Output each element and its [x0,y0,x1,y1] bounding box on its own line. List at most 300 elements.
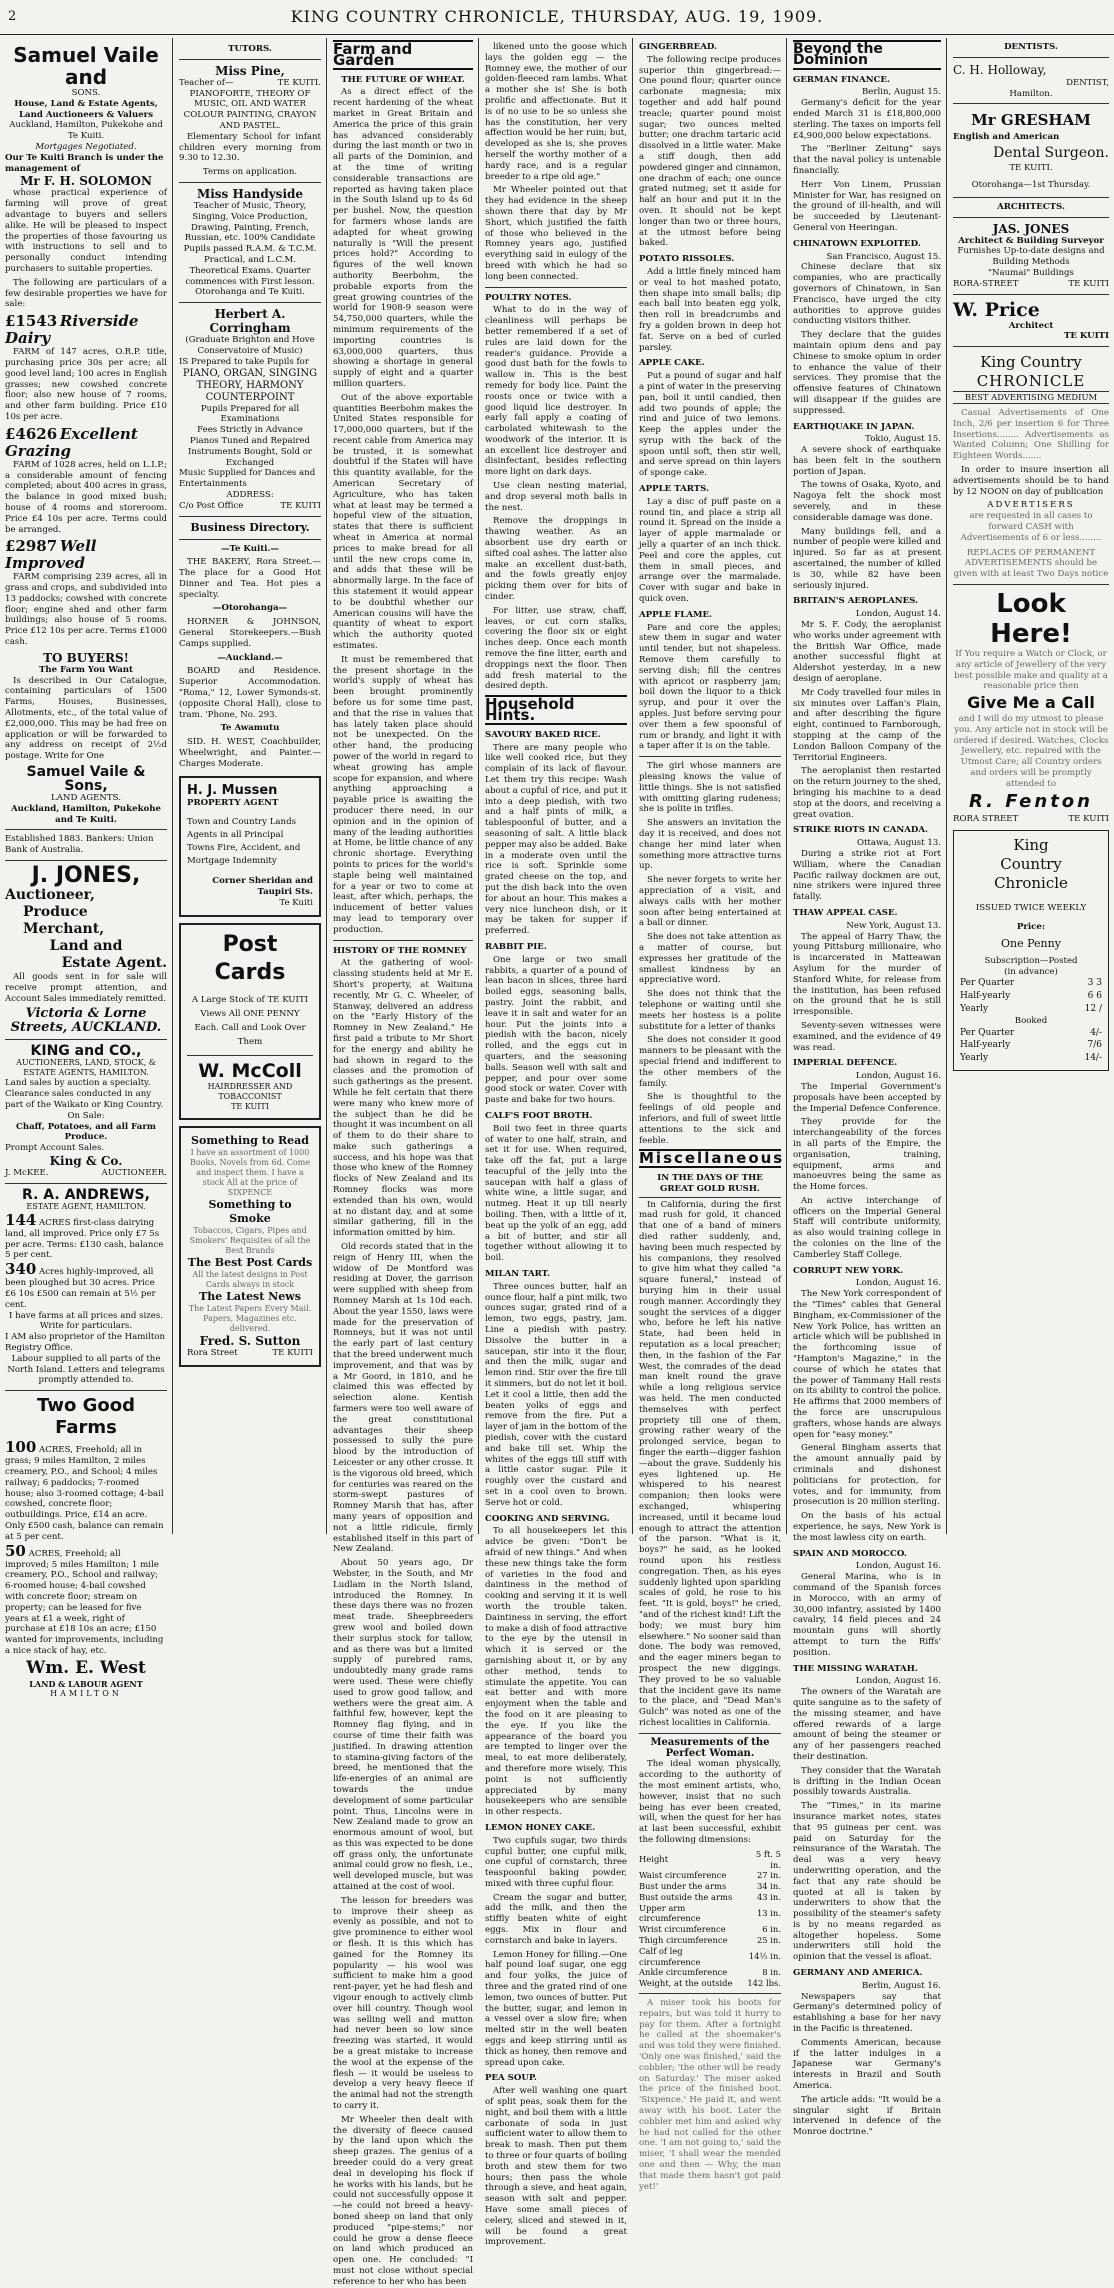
jones-line-4: Estate Agent. [61,955,167,972]
measurement-row-value: 43 in. [756,1891,781,1902]
imperial-heading: IMPERIAL DEFENCE. [793,1058,898,1069]
kc2-rates-table [959,977,1103,1015]
kc2-subscription: Subscription—Posted [984,955,1078,966]
kc2-advance: (in advance) [1004,966,1058,977]
imperial-date: London, August 16. [855,1071,941,1082]
sutton-smoke-text: Tobaccos, Cigars, Pipes and Smokers' Requisites of all the Best Brands [189,1225,311,1255]
german-finance-p1: Germany's deficit for the year ended March 31 is £18,800,000 sterling. The taxes on imports fell £4,900,000 below expectations. [793,98,941,141]
gresham-otorohanga: Otorohanga—1st Thursday. [971,179,1091,190]
architects-heading: ARCHITECTS. [997,201,1065,212]
measurement-row [639,1870,781,1881]
divider [953,294,1109,295]
earthquake-p2: The towns of Osaka, Kyoto, and Nagoya felt the shock most severely, and in these considerable damage was done. [793,480,941,523]
corrupt-p3: On the basis of his actual experience, he says, New York is the most lawless city on earth. [793,1511,941,1543]
waratah-p2: They consider that the Waratah is drifting in the Indian Ocean possibly towards Australia. [793,1765,941,1798]
divider [953,217,1109,218]
booked-rate-row-label: Half-yearly [960,1040,1011,1051]
measurement-row-label: Thigh circumference [639,1935,728,1946]
apple-cake-text: Put a pound of sugar and half a pint of water in the preserving pan, boil it until candied, then add two pounds of apple; the rind and juice of two lemons. Keep the apples under the syrup with the back of the spoon until soft, then stir well, and serve spread on thin layers of sponge cake. [639,371,781,479]
subscription-rate-row [959,977,1103,990]
fenton-name: R. Fenton [968,790,1093,812]
andrews-labour: Labour supplied to all parts of the North Island. Letters and telegrams promptly attended to. [7,1353,165,1386]
corringham-pupils: IS Prepared to take Pupils for [179,356,309,367]
column-4-household [480,38,632,2248]
price-title: Architect [1008,320,1054,331]
vaile2-title: Samuel Vaile & Sons, [26,764,146,795]
give-me-a-call-heading: Give Me a Call [967,693,1095,713]
andrews-name: R. A. ANDREWS, [22,1186,150,1203]
jas-jones-street: RORA-STREET [953,278,1019,289]
measurement-row-label: Weight, at the outside [639,1978,733,1989]
chinatown-p2: They declare that the guides maintain opium dens and pay Chinese to smoke opium in order to enhance the value of their services. They promise that the offensive features of Chinatown will disappear if the guides are suppressed. [793,330,941,416]
column-7-professional-cards [948,38,1114,1534]
divider [5,1183,167,1184]
king-co-items: Chaff, Potatoes, and all Farm Produce. [16,1121,156,1143]
handyside-name: Miss Handyside [196,186,304,201]
imperial-p1: The Imperial Government's proposals have been accepted by the Imperial Defence Conference. [793,1081,941,1114]
vaile-branch: Our Te Kuiti Branch is under the management of [5,152,164,174]
kc2-issued: ISSUED TWICE WEEKLY [975,903,1087,914]
strike-date: Ottawa, August 13. [856,838,941,849]
pine-subjects: PIANOFORTE, THEORY OF MUSIC, OIL AND WATER COLOUR PAINTING, CRAYON AND PASTEL. [183,88,317,131]
wheat-paragraph-1: As a direct effect of the recent hardening of the wheat market in Great Britain and America the price of this grain has advanced considerably during the last month or two in all parts of the Dominion, and at the time of writing considerable transactions are reported as having taken place in the South Island up to 4s 6d per bushel. Now, the question for farmers whose lands are adapted for wheat growing naturally is "Will the present prices hold?" According to figures of the well known authority Beerbohm, the probable exports from the great growing countries of the world for 1908-9 season were 54,750,000 quarters, while the minimum requirements of the importing countries is 63,000,000 quarters, thus showing a shortage in general supply of eight and a quarter million quarters. [333,87,473,389]
otorohanga-horner: HORNER & JOHNSON, General Storekeepers.—Bush Camps supplied. [179,617,321,649]
mussen-text: Town and Country Lands Agents in all Principal Towns Fire, Accident, and Mortgage Indemnity [187,817,301,867]
mussen-advert [179,776,321,917]
gingerbread-text: The following recipe produces superior thin gingerbread:—One pound flour; quarter ounce carbonate magnesia; mix together and add half pound treacle; quarter pound moist sugar; two ounces melted butter; one drachm tartaric acid dissolved in a little water. Make a stiff dough, then add powdered ginger and cinnamon, one drachm of each; one ounce grated nutmeg; set it aside for half an hour and put it in the oven. It should not be kept longer than two or three hours, at the utmost before being baked. [639,54,781,249]
pine-teacher-row [179,78,321,89]
divider [485,287,627,288]
masthead [0,0,1114,35]
girl-paragraph-3: She never forgets to write her appreciation of a visit, and always calls with her mother soon after being entertained at a ball or dinner. [639,875,781,929]
measurement-row-value: 142 lbs. [747,1978,781,1989]
subscription-rate-row-label: Per Quarter [960,978,1015,989]
vaile2-places: Auckland, Hamilton, Pukekohe and Te Kuiti. [11,803,161,825]
strike-heading: STRIKE RIOTS IN CANADA. [793,825,929,836]
measurement-row-label: Calf of leg circumference [639,1945,701,1967]
subscription-rate-row [959,990,1103,1003]
germany-p3: The article adds: "It would be a singular sight if Britain intervened in defence of the Monroe doctrine." [793,2094,941,2138]
girl-paragraph-6: She does not consider it good manners to be pleasant with the special friend and indifferent to the other members of the family. [639,1035,781,1089]
wheat-paragraph-3: It must be remembered that the present shortage in the world's supply of wheat has been brought prominently before us for some time past, and that the rise in values that has lately taken place should not be unexpected. On the other hand, the producing power of the world in regard to wheat growing has ample scope for expansion, and where anything approaching a payable price is awaiting the producer there need, in our opinion and in the opinion of many of the leading authorities at Home, be little chance of any chronic shortage. Everything points to prices for the world's staple being well maintained for a year or two to come at least, after which, perhaps, the inducement of better values may lead to temporary over production. [333,654,473,935]
kc2-booked: Booked [1014,1015,1048,1026]
farm-2-text: ACRES, Freehold; all improved; 5 miles Hamilton; 1 mile creamery, P.O., School and railway; 6-roomed house; 4-bail cowshed with concrete floor; stream on property; can be leased for five years at £1 a week, right of purchase at £18 10s an acre; £150 wanted for improvements, including a nice stack of hay, etc. [5,1548,164,1656]
aeroplanes-p2: Mr Cody travelled four miles in six minutes over Laffan's Plain, and after describing the figure eight, continued to Farnborough, stopping at the camp of the London Balloon Company of the Territorial Engineers. [793,687,941,763]
buyers-sub: The Farm You Want [39,664,133,675]
romney-paragraph-4: The lesson for breeders was to improve their sheep as evenly as possible, and not to give prominence to either wool or flesh. It is this which has gained for the Romney its popularity — his wool was sufficient to make him a good rent-payer, yet he had flesh and vigour enough to actively climb over hill country. Though wool was selling well and mutton had never been so low since freezing was started, it would be a great mistake to increase the wool at the expense of the flesh — it would be useless to develop a very heavy fleece if the animal had not the strength to carry it. [333,1895,473,2112]
look-here-heading: Look Here! [990,588,1072,649]
property-3-name: Well Improved [5,537,97,573]
column-5-recipes-misc [634,38,786,2192]
business-directory-heading: Business Directory. [190,520,310,534]
vaile-following: The following are particulars of a few desirable properties we have for sale: [5,277,167,310]
measurements-intro: The ideal woman physically, according to the authority of the most eminent artists, who, however, insist that no such being has ever been created, will, when the quest for her has at last been successful, exhibit the following dimensions: [639,1759,781,1845]
measurement-row [639,1892,781,1903]
andrews-sub: ESTATE AGENT, HAMILTON. [26,1201,146,1211]
auckland-board: BOARD and Residence. Superior Accommodation. "Roma," 12, Lower Symonds-st. (opposite Choral Hall), close to tram. 'Phone, No. 293. [179,666,321,720]
property-2-name: Excellent Grazing [5,424,138,460]
booked-rate-row [959,1039,1103,1052]
pine-school: Elementary School for infant children every morning from 9.30 to 12.30. [179,131,321,164]
romney-paragraph-2: Old records stated that in the reign of Henry III, when the widow of De Montford was residing at Dover, the garrison were supplied with sheep from Romney Marsh at 1s 10d each. About the year 1550, laws were made for the preservation of Romneys, but it was not until the early part of last century that the breed underwent much improvement, and that was by a Mr Goord, in 1810, and he claimed this was effected by selection alone. Kentish farmers were too well aware of the great constitutional advantages their sheep possessed to sully the pure blood by the introduction of Leicester or any other crosse. It is the vigorous old breed, which for centuries was reared on the storm-swept pastures of Romney Marsh that has, after many years of opposition and not a little ridicule, firmly established itself in this part of New Zealand. [333,1242,473,1555]
thaw-heading: THAW APPEAL CASE. [793,907,898,918]
post-cards-heading: Post Cards [214,931,286,985]
measurement-row-value: 14½ in. [748,1951,781,1962]
column-1-land-agents [0,38,172,1698]
divider [953,57,1109,58]
gresham-name: Mr GRESHAM [971,111,1091,130]
holloway-name: C. H. Holloway, [953,62,1047,77]
earthquake-p1: A severe shock of earthquake has been felt in the southern portion of Japan. [793,445,941,477]
sutton-read-heading: Something to Read [191,1133,309,1147]
kc-advertisers-heading: ADVERTISERS [987,500,1075,511]
mccoll-place: TE KUITI [231,1101,269,1111]
column-6-cable-news [788,38,946,2138]
divider [639,1733,781,1734]
vaile-sub: House, Land & Estate Agents, Land Auctioneers & Valuers [14,98,158,120]
measurement-row-label: Waist circumference [639,1870,727,1881]
divider [179,59,321,60]
property-3-text: FARM comprising 239 acres, all in grass and crops, and subdivided into 13 paddocks; cowshed with concrete floor; engine shed and other farm buildings; also house of 5 rooms. Price £12 10s per acre. Terms £1000 cash. [5,572,167,648]
divider [333,940,473,941]
earthquake-heading: EARTHQUAKE IN JAPAN. [793,421,915,432]
pea-text: After well washing one quart of split peas, soak them for the night, and boil them with a little carbonate of soda in just sufficient water to allow them to break to mash. Then put them to three or four quarts of boiling broth and stew them for two hours; then pass the whole through a sieve, and heat again, season with salt and pepper. Have some small pieces of celery, sliced and stewed in it, will be found a great improvement. [485,2086,628,2248]
spain-date: London, August 16. [855,1561,941,1572]
vaile-mortgages: Mortgages Negotiated. [35,141,137,152]
jones-text: All goods sent in for sale will receive prompt attention, and Account Sales immediately remitted. [5,972,167,1004]
gresham-sub: English and American [953,132,1060,143]
jones-name: J. JONES, [31,863,141,889]
booked-rate-row-label: Yearly [960,1053,989,1064]
booked-rate-row-value: 4/- [1090,1027,1102,1038]
cooking-text: To all housekeepers let this advice be given: "Don't be afraid of new things." And when these new things take the form of varieties in the food and daintiness in the method of cooking and serving it it is well worth the trouble taken. Daintiness in serving, the effort to make a dish of food attractive to the eye by the utensil in which it is served or the garnishing about it, or by any other method, tends to stimulate the appetite. You can eat better and with more enjoyment when the table and the food on it are pleasing to the eye. If you like the appearance of the board you are tempted to linger over the meal, to eat more deliberately, and therefore more wisely. This point is not sufficiently appreciated by many housekeepers who are sensible in other respects. [485,1526,627,1818]
divider [5,829,167,830]
spain-heading: SPAIN AND MOROCCO. [793,1548,907,1559]
lemon-text-1: Two cupfuls sugar, two thirds cupful butter, one cupful milk, one cupful of cornstarch, three teaspoonful baking powder, mixed with three cupful flour. [485,1835,627,1889]
corringham-address-town: TE KUITI [280,500,321,511]
measurement-row-value: 6 in. [762,1924,781,1935]
farm-garden-heading: Farm and Garden [333,40,473,70]
apple-flame-heading: APPLE FLAME. [639,609,713,620]
auckland-heading: —Auckland.— [217,652,283,663]
calf-text: Boil two feet in three quarts of water to one half, strain, and set it for use. When required, take off the fat, put a large teacupful of the jelly into the saucepan with half a glass of white wine, a little sugar, and nutmeg. Heat it up till nearly boiling. Then, with a little of it, beat up the yolk of an egg, add a bit of butter, and stir all together without allowing it to boil. [485,1123,627,1264]
german-finance-p3: Herr Von Linem, Prussian Minister for War, has resigned on the ground of ill-health, and will be succeeded by Lieutenant-General von Heeringan. [793,179,941,233]
corringham-address-heading: ADDRESS: [226,489,274,500]
kc-casual-rates: Casual Advertisements of One Inch, 2/6 per insertion 6 for Three Insertions........ Advertisements as Wanted Column; One Shilling for Eighteen Words....... [953,407,1109,462]
poultry-paragraph-2: Use clean nesting material, and drop several moth balls in the nest. [485,481,627,513]
lemon-text-2: Cream the sugar and butter, add the milk, and then the stiffly beaten white of eight eggs. Mix in flour and cornstarch and bake in layers. [485,1892,627,1946]
te-kuiti-heading: —Te Kuiti.— [220,543,280,554]
king-co-name: KING and CO., [30,1043,142,1060]
corringham-address-row [179,501,321,512]
earthquake-date: Tokio, August 15. [865,434,941,445]
divider [179,182,321,183]
kc2-line-3: Chronicle [994,874,1068,893]
andrews-acre-1-number: 144 [5,1210,37,1229]
thaw-date: New York, August 13. [846,920,941,931]
column-2-tutors-directory [174,38,326,1534]
pine-place: TE KUITI. [277,77,321,88]
pine-name: Miss Pine, [215,63,285,78]
kc-order-note: In order to insure insertion all advertisements should be to hand by 12 NOON on day of publication [953,464,1109,497]
measurement-row [639,1935,781,1946]
vaile-places: Auckland, Hamilton, Pukekohe and Te Kuiti. [9,120,163,142]
sutton-news-text: The Latest Papers Every Mail. Papers, Magazines etc. delivered. [188,1303,312,1333]
potato-text: Add a little finely minced ham or veal to hot mashed potato, then shape into small balls; dip each ball into beaten egg yolk, then roll in breadcrumbs and fry a golden brown in deep hot fat. Serve on a bed of curled parsley. [639,266,781,353]
divider [5,860,167,861]
farm-1-text: ACRES, Freehold; all in grass; 9 miles Hamilton, 2 miles creamery, P.O., and School; 4 miles railway; 6 paddocks; 7-roomed house; also 3-roomed cottage; 4-bail cowshed, concrete floor; outbuildings. Price, £14 an acre. Only £500 cash, balance can remain at 5 per cent. [5,1445,164,1542]
measurement-row [639,1924,781,1935]
measurement-row [639,1967,781,1978]
king-co-auctioneer: AUCTIONEER. [101,1168,167,1178]
spain-p1: General Marina, who is in command of the Spanish forces in Morocco, with an army of 30,000 infantry, assisted by 1400 cavalry, 14 field pieces and 24 mountain guns will shortly attempt to turn the Riffs' position. [793,1572,941,1658]
aeroplanes-date: London, August 14. [855,609,941,620]
wheat-paragraph-2: Out of the above exportable quantities Beerbohm makes the United States responsible for 17,000,000 quarters, but if the recent cable from America may be trusted, it is somewhat doubtful if the States will have this quantity available, for the American Secretary of Agriculture, who has taken what at least may be termed a hopeful view of the situation, states that there is sufficient wheat in America at normal prices to make bread for all until the new crops come in, and adds that these will be abnormally large. In the face of this statement it would appear to be doubtful whether our American cousins will have the quantity of wheat to export which the authority quoted estimates. [333,392,473,652]
jones-line-3: Land and [49,938,123,955]
gresham-place: TE KUITI. [1009,163,1053,174]
divider [187,1055,313,1056]
miscellaneous-heading: Miscellaneous [639,1149,785,1168]
gold-rush-heading: IN THE DAYS OF THE GREAT GOLD RUSH. [639,1173,781,1198]
column-rule [632,38,633,1534]
chinatown-date: San Francisco, August 15. [826,251,941,262]
measurements-table [639,1849,781,1989]
rice-text: There are many people who like well cooked rice, but they complain of its lack of flavour. Let them try this recipe: Wash about a cupful of rice, and put it into a deep piedish, with two and a half pints of milk, a tablespoonful of butter, and a seasoning of salt. A little black pepper may also be added. Bake in a moderate oven until the rice is soft. Sprinkle some grated cheese on the top, and put the dish back into the oven for about an hour. This makes a very nice luncheon dish, or it may be taken for supper if preferred. [485,742,627,937]
sutton-smoke-heading: Something to Smoke [208,1197,292,1225]
otorohanga-heading: —Otorohanga— [212,603,288,614]
german-finance-date: Berlin, August 15. [861,87,941,98]
chinatown-p1: Chinese declare that six companies, who are practically governors of Chinatown, in San Francisco, have urged the city authorities to approve guides conducting visitors thither. [793,262,941,327]
cooking-heading: COOKING AND SERVING. [485,1513,610,1524]
jones-address: Victoria & Lorne Streets, AUCKLAND. [10,1006,162,1036]
girl-paragraph-5: She does not think that the telephone or waiting until she meets her hostess is a polite substitute for a letter of thanks [639,989,781,1032]
corrupt-date: London, August 16. [855,1278,941,1289]
column-rule [172,38,173,1534]
jas-jones-text: Furnishes Up-to-date designs and Building Methods [957,246,1105,268]
measurement-row-label: Upper arm circumference [639,1902,701,1924]
measurement-row [639,1849,781,1871]
measurement-row [639,1978,781,1989]
king-co-signature: King & Co. [49,1154,123,1168]
fenton-address-row [953,814,1109,825]
romney-paragraph-3: About 50 years ago, Dr Webster, in the South, and Mr Ludlam in the North Island, introduced the Romney. In these days there was no frozen meat trade. Sheepbreeders grew wool and boiled down their surplus stock for tallow, and as there was but a limited supply of purebred rams, undoubtedly many grade rams were used. These were chiefly used to grow good tallow, and wethers were the great aim. A faithful few, however, kept the Romney flag flying, and in course of time their faith was justified. In drawing attention to stamina-giving factors of the breed, he mentioned that the life-energies of an animal are towards the undue development of some particular point. Thus, Lincolns were in New Zealand made to grow an enormous amount of wool, but as this was expected to be done off grass only, the unfortunate animal could grow no flesh, i.e., well developed muscle, but was attained at the cost of wool. [333,1558,473,1893]
divider [639,1993,781,1994]
king-co-sub: AUCTIONEERS, LAND, STOCK, & ESTATE AGENTS, HAMILTON. [16,1058,156,1078]
romney-continued-2: Mr Wheeler pointed out that they had evidence in the sheep shown there that day by Mr Short, which justified the faith of those who believed in the Romney years ago, justified everything said in eulogy of the breed with which he had so long been connected. [485,185,627,282]
aeroplanes-heading: BRITAIN'S AEROPLANES. [793,596,919,607]
kc-subscription-box [953,830,1109,1071]
jas-jones-sub: Architect & Building Surveyor [958,235,1104,246]
te-kuiti-bakery: THE BAKERY, Rora Street.—The place for a Good Hot Dinner and Tea. Hot pies a specialty. [179,557,321,600]
germany-heading: GERMANY AND AMERICA. [793,1968,923,1979]
mccoll-name: W. McColl [198,1059,302,1082]
buyers-heading: TO BUYERS! [43,650,129,665]
west-place: HAMILTON [50,1688,122,1698]
divider [953,584,1109,585]
mccoll-sub: HAIRDRESSER AND TOBACCONIST [207,1081,293,1101]
king-co-sale: On Sale: [67,1110,105,1121]
vaile-manager: Mr F. H. SOLOMON [20,174,152,189]
mussen-sub: PROPERTY AGENT [187,797,279,808]
kc-title-1: King Country [980,353,1082,372]
poultry-paragraph-4: For litter, use straw, chaff, leaves, or cut corn stalks, covering the floor six or eight inches deep. Once each month remove the fine litter, earth and droppings next the floor. Then add fresh material to the desired depth. [485,605,627,692]
fenton-place: TE KUITI [1068,813,1109,824]
thaw-p2: Seventy-seven witnesses were examined, and the evidence of 49 was read. [793,1020,941,1053]
bank-note: Established 1883. Bankers: Union Bank of Australia. [5,834,154,856]
measurement-row [639,1903,781,1925]
andrews-acre-2-text: Acres highly-improved, all been ploughed but 30 acres. Price £6 10s £500 can remain at 5½ per cent. [5,1267,156,1310]
milan-heading: MILAN TART. [485,1269,550,1280]
property-1-name: Riverside Dairy [5,312,139,348]
column-rule [326,38,327,1534]
te-awamutu-heading: Te Awamutu [220,723,280,734]
sutton-cards-text: All the latest designs in Post Cards always in stock [192,1269,308,1289]
column-rule [786,38,787,1534]
divider [953,197,1109,198]
divider [639,756,781,757]
post-cards-text: A Large Stock of TE KUITI Views All ONE PENNY Each. Call and Look Over Them [191,994,309,1047]
kc2-line-2: Country [1000,855,1062,874]
potato-heading: POTATO RISSOLES. [639,254,735,265]
west-name: Wm. E. West [26,1657,146,1678]
tutors-heading: TUTORS. [228,44,272,54]
lemon-text-3: Lemon Honey for filling.—One half pound loaf sugar, one egg and four yolks, the juice of three and the grated rind of one lemon, two ounces of butter. Put the butter, sugar, and lemon in a vessel over a slow fire; when melted stir in the well beaten eggs and keep stirring until as thick as honey, then remove and spread upon cake. [485,1949,627,2068]
sutton-news-heading: The Latest News [199,1289,301,1303]
vaile-title: Samuel Vaile and [13,43,159,89]
measurement-row-label: Ankle circumference [639,1967,728,1978]
gold-rush-text: In California, during the first mad rush for gold, it chanced that one of a band of miners died rather suddenly, and, having been much respected by his companions, they resolved to give him what they called "a square funeral," instead of burying him in their usual rough manner. Accordingly they sought the services of a digger who, before he left his native State, had been held in reputation as a local preacher; then, in the fashion of the Far West, the comrades of the dead man knelt round the grave while a long religious service was held. The men conducted themselves with perfect propriety till one of them, growing rather weary of the prolonged service, began to finger the earth—digger fashion—about the grave. Suddenly his eyes lightened up. He whispered to his nearest companion; then looks were exchanged, whispering increased, until it became loud enough to attract the attention of the parson. "What is it, boys?" he said, as he looked round upon his restless congregation. Then, as his eyes suddenly lighted upon sparkling scales of gold, he rose to his feet. "It is gold, boys!" he cried, "and of the richest kind! Lift the body; we must bury him elsewhere." No sooner said than done. The body was removed, and the eager miners began to prospect the new diggings. They proved to be so valuable that the incident gave its name to the place, and "Dead Man's Gulch" was noted as one of the richest localities in California. [639,1199,781,1728]
waratah-heading: THE MISSING WARATAH. [793,1663,918,1674]
measurement-row-label: Bust outside the arms [639,1891,733,1902]
vaile-sons: SONS. [71,88,101,98]
column-3-farm-garden [328,38,478,2287]
divider [5,1390,167,1391]
booked-rate-row-label: Per Quarter [960,1027,1015,1038]
pea-heading: PEA SOUP. [485,2073,537,2084]
subscription-rate-row-label: Yearly [960,1004,989,1015]
andrews-acre-1-text: ACRES first-class dairying land, all improved. Price only £7 5s per acre. Terms: £130 cash, balance 5 per cent. [5,1217,164,1261]
corringham-fees: Fees Strictly in Advance [197,425,303,436]
milan-text: Three ounces butter, half an ounce flour, half a pint milk, two ounces sugar, grated rind of a lemon, two eggs, pastry, jam. Line a piedish with pastry. Dissolve the butter in a saucepan, stir into it the flour, and then the milk, sugar and lemon rind. Stir over the fire till it simmers, but do not let it boil. Let it cool a little, then add the beaten yolks of eggs and remove from the fire. Put a layer of jam in the bottom of the piedish, cover with the custard and bake till set. Whip the whites of the eggs till stiff with a little castor sugar. Pile it roughly over the custard and set in a cool oven to brown. Serve hot or cold. [485,1281,627,1508]
subscription-rate-row-label: Half-yearly [960,991,1011,1002]
mussen-name: H. J. Mussen [187,782,278,798]
measurement-row-label: Height [639,1854,669,1865]
kc2-price: One Penny [1001,937,1061,951]
corringham-name: Herbert A. Corringham [209,307,291,336]
corringham-sub: (Graduate Brighton and Hove Conservatoire of Music) [185,335,315,356]
divider [179,516,321,517]
booked-rate-row-value: 7/6 [1087,1040,1102,1051]
romney-paragraph-5: Mr Wheeler then dealt with the diversity of fleece caused by the land upon which the sheep grazes. The genius of a breeder could do a very great deal in developing his flock if he works with his lands, but he could not successfully oppose it—he could not breed a heavy-boned sheep on land that only produced "pipe-stems;" nor could he grow a dense fleece on land which produced an open one. He concluded: "I must not close without special reference to her who has been [333,2114,473,2287]
measurement-row-value: 5 ft. 5 in. [755,1848,781,1870]
subscription-rate-row [959,1003,1103,1016]
corrupt-heading: CORRUPT NEW YORK. [793,1265,904,1276]
jas-jones-place: TE KUITI [1068,278,1109,289]
germany-p2: Comments American, because if the latter indulges in a Japanese war Germany's interests in Brazil and South America. [793,2037,941,2092]
property-2-price: £4626 [5,424,58,443]
pine-teacher: Teacher of— [179,77,234,88]
aeroplanes-p1: Mr S. F. Cody, the aeroplanist who works under agreement with the British War Office, made another successful flight at Aldershot yesterday, in a new design of aeroplane. [793,620,941,685]
corrupt-p2: General Bingham asserts that the amount annually paid by criminals and dishonest politicians for protection, for votes, and for immunity, from prosecution is 20 million sterling. [793,1443,941,1508]
kc-advertisers-text: are requested in all cases to forward CASH with Advertisements of 6 or less........ [960,511,1102,543]
two-farms-heading: Two Good Farms [37,1395,135,1439]
romney-paragraph-1: At the gathering of wool-classing students held at Mr E. Short's property, at Waituna recently, Mr G. C. Wheeler, of Stanway, delivered an address on the "Early History of the Romney in New Zealand." He first paid a tribute to Mr Short for the energy and ability he had shown in regard to the classes and the promotion of such gatherings as the present. While he felt certain that there were many who knew more of the subject than he did he thought it was incumbent on all of them to do their share to make such gatherings a success, and his hope was that those who knew of the Romney flocks of New Zealand and its Romney flocks was more extended than his own, would at no distant day, and at some similar gathering, fill in the information omitted by him. [333,958,473,1239]
buyers-text: Is described in Our Catalogue, containing particulars of 1500 Farms, Houses, Businesses, Allotments, etc., of the total value of £2,000,000. This may be had free on application or will be forwarded to any address on receipt of 2½d postage. Write for One [5,675,167,762]
girl-paragraph-1: The girl whose manners are pleasing knows the value of little things. She is not satisfied with omitting glaring rudeness; she is polite in trifles. [639,761,781,815]
waratah-p3: The "Times," in its marine insurance market notes, states that 95 guineas per cent. was paid on Saturday for the reinsurance of the Waratah. The deal was a very heavy underwriting operation, and the fact that any rate should be quoted at all is taken by underwriters to show that the possibility of the steamer's safety is by no means regarded as altogether hopeless. Some underwriters still hold the opinion that the vessel is afloat. [793,1801,941,1963]
measurement-row-label: Bust under the arms [639,1881,727,1892]
sutton-name: Fred. S. Sutton [199,1333,301,1348]
booked-rate-row-value: 14/- [1084,1053,1102,1064]
king-co-prompt: Prompt Account Sales. [5,1143,105,1154]
kc-sub: BEST ADVERTISING MEDIUM [953,391,1109,404]
corringham-dances: Music Supplied for Dances and Entertainments [179,468,316,490]
jas-jones-address-row [953,279,1109,290]
jones-line-1: Auctioneer, [5,887,95,904]
vaile-text: whose practical experience of farming will prove of great advantage to buyers and sellers alike. He will be pleased to inspect the properties of those favouring us with instructions to sell and to personally conduct intending purchasers to suitable properties. [5,188,167,274]
sutton-address: Rora Street [187,1347,238,1358]
thaw-p1: The appeal of Harry Thaw, the young Pittsburg millionaire, who is incarcerated in Matteawan Asylum for the murder of Stanford White, for release from the institution, has been refused on the ground that he is still irresponsible. [793,931,941,1018]
german-finance-heading: GERMAN FINANCE. [793,74,890,85]
sutton-advert [179,1126,321,1367]
strike-p1: During a strike riot at Fort William, where the Canadian Pacific railway dockmen are out, nine strikers were injured three fatally. [793,848,941,903]
romney-continued-1: likened unto the goose which lays the golden egg — the Romney ewe, the mother of our golden-fleeced ram lambs. What a mother she is! She is both prolific and affectionate. But it is of no use to be so unless she has the constitution, her very affection would be her ruin; but, developed as she is, she proves herself the worthy mother of a hardy race, and is a regular breeder to a ripe old age." [485,42,627,182]
rice-heading: SAVOURY BAKED RICE. [485,729,601,740]
apple-cake-heading: APPLE CAKE. [639,358,705,369]
holloway-place: Hamilton. [1009,88,1053,99]
property-3-price: £2987 [5,537,58,556]
corringham-subjects: PIANO, ORGAN, SINGING THEORY, HARMONY COUNTERPOINT [182,367,318,403]
jas-jones-name: JAS. JONES [992,221,1070,236]
measurement-row-value: 25 in. [756,1935,781,1946]
measurements-heading: Measurements of the Perfect Woman. [650,1736,770,1759]
sutton-cards-heading: The Best Post Cards [187,1255,313,1269]
post-cards-advert [179,923,321,1120]
girl-paragraph-4: She does not take attention as a matter of course, but expresses her gratitude of the smallest kindness by an appreciative word. [639,932,781,986]
germany-date: Berlin, August 16. [861,1980,941,1991]
waratah-date: London, August 16. [855,1676,941,1687]
gresham-surgeon: Dental Surgeon. [993,145,1109,162]
booked-rate-row [959,1052,1103,1065]
corrupt-p1: The New York correspondent of the "Times" cables that General Bingham, ex-Commissioner of the New York Police, has written an article which will be published in the forthcoming issue of "Hampton's Magazine," in the course of which he states that the power of Tammany Hall rests on its ability to control the police. He affirms that 2000 members of the force are unscrupulous grafters, whose hands are always open for "easy money." [793,1289,941,1440]
king-co-mckee: J. McKEE. [5,1168,49,1178]
vaile2-sub: LAND AGENTS. [51,793,121,804]
dentists-heading: DENTISTS. [1004,42,1058,52]
kc-replace-note: REPLACES OF PERMANENT ADVERTISEMENTS should be given with at least Two Days notice [953,547,1109,580]
aeroplanes-p3: The aeroplanist then restarted on the return journey to the shed, bringing his machine to a dead stop at the doors, and receiving a great ovation. [793,766,941,820]
waratah-p1: The owners of the Waratah are quite sanguine as to the safety of the missing steamer, and have offered rewards of a large amount of being the steamer or any of her passengers reached their destination. [793,1687,941,1762]
page-number: 2 [8,9,18,24]
household-hints-heading: Household Hints. [485,695,627,725]
romney-heading: HISTORY OF THE ROMNEY [333,945,467,956]
property-1-text: FARM of 147 acres, O.R.P. title, purchasing price 30s per acre; all good level land; 100 acres in English grasses; new cowshed concrete floor; also new house of 7 rooms, and other farm building. Price £10 10s per acre. [5,347,167,422]
king-co-footer [5,1168,167,1179]
girl-paragraph-7: She is thoughtful to the feelings of old people and inferiors, and full of sweet little attentions to the sick and feeble. [639,1092,781,1146]
chinatown-heading: CHINATOWN EXPLOITED. [793,238,921,249]
andrews-farms: I have farms at all prices and sizes. Write for particulars. [8,1310,164,1332]
girl-paragraph-2: She answers an invitation the day it is received, and does not change her mind later when something more attractive turns up. [639,818,781,872]
farm-2-number: 50 [5,1541,26,1560]
sutton-read-text: I have an assortment of 1000 Books, Novels from 6d. Come and inspect them. I have a stock All at the price of SIXPENCE [189,1147,311,1197]
german-finance-p2: The "Berliner Zeitung" says that the naval policy is untenable financially. [793,144,941,176]
apple-tarts-text: Lay a disc of puff paste on a round tin, and place a strip all round it. Spread on the inside a layer of apple marmalade or jelly a quarter of an inch thick. Peel and core the apples, cut them in small pieces, and arrange over the marmalade. Cover with sugar and bake in quick oven. [639,496,781,605]
poultry-paragraph-1: What to do in the way of cleanliness will perhaps be better remembered if a set of rules are laid down for the reader's guidance. Provide a good dust bath for the fowls to wallow in. This is the best remedy for body lice. Paint the roosts once or twice with a good liquid lice destroyer. In early fall apply a coating of carbolated whitewash to the woodwork of the interior. It is an excellent lice destroyer and disinfectant, besides reflecting more light on dark days. [485,305,627,478]
corringham-address: C/o Post Office [179,500,244,511]
look-here-text: If You require a Watch or Clock, or any article of Jewellery of the very best possible make and quality at a reasonable price then [954,648,1108,692]
andrews-registry: I AM also proprietor of the Hamilton Registry Office. [5,1332,166,1353]
sutton-address-row [187,1348,313,1359]
masthead-title: KING COUNTRY CHRONICLE, THURSDAY, AUG. 19, 1909. [290,7,824,26]
